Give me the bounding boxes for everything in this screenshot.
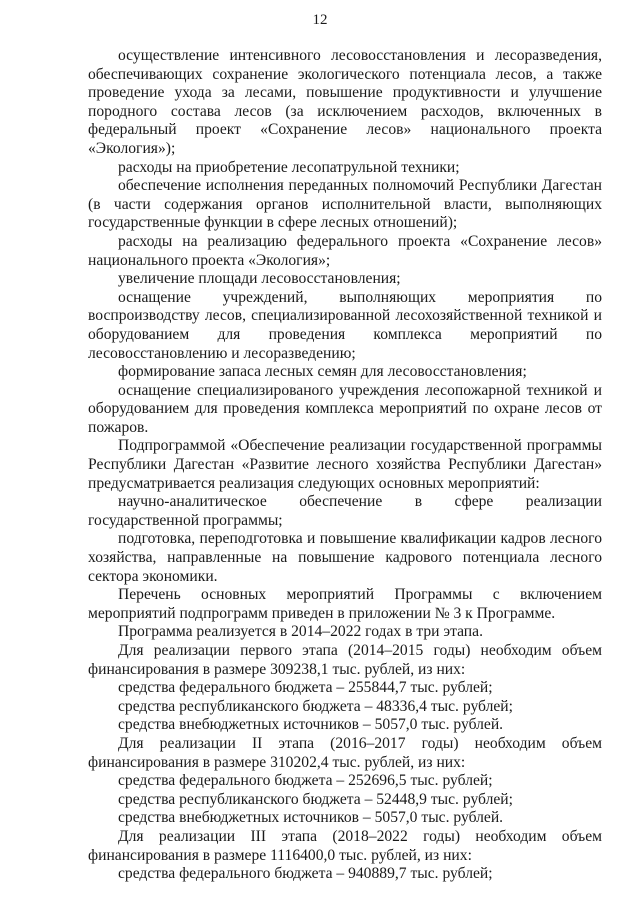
paragraph: Для реализации II этапа (2016–2017 годы) необходим объем финансирования в размере 310202,4 тыс. рублей, из них: [88, 734, 602, 771]
paragraph: оснащение учреждений, выполняющих мероприятия по воспроизводству лесов, специализированной лесохозяйственной техникой и оборудованием для проведения комплекса мероприятий по лесовосстановлению и лесоразведению; [88, 288, 602, 362]
paragraph: увеличение площади лесовосстановления; [118, 270, 401, 288]
document-body [88, 47, 602, 884]
paragraph: осуществление интенсивного лесовосстановления и лесоразведения, обеспечивающих сохранение экологического потенциала лесов, а также проведение ухода за лесами, повышение продуктивности и улучшение породного состава лесов (за исключением расходов, включенных в федеральный проект «Сохранение лесов» национального проекта «Экология»); [88, 47, 602, 157]
paragraph: средства внебюджетных источников – 5057,0 тыс. рублей. [118, 716, 504, 734]
paragraph: расходы на приобретение лесопатрульной техники; [118, 158, 460, 176]
paragraph: обеспечение исполнения переданных полномочий Республики Дагестан (в части содержания органов исполнительной власти, выполняющих государственные функции в сфере лесных отношений); [88, 177, 602, 232]
paragraph: Для реализации III этапа (2018–2022 годы) необходим объем финансирования в размере 1116400,0 тыс. рублей, из них: [88, 827, 602, 864]
paragraph: оснащение специализированого учреждения лесопожарной техникой и оборудованием для проведения комплекса мероприятий по охране лесов от пожаров. [88, 381, 602, 436]
paragraph: формирование запаса лесных семян для лесовосстановления; [118, 363, 527, 381]
page-number: 12 [312, 12, 328, 28]
paragraph: средства федерального бюджета – 940889,7 тыс. рублей; [118, 865, 493, 883]
paragraph: Подпрограммой «Обеспечение реализации государственной программы Республики Дагестан «Развитие лесного хозяйства Республики Дагестан» предусматривается реализация следующих основных мероприятий: [88, 437, 602, 492]
paragraph: Перечень основных мероприятий Программы с включением мероприятий подпрограмм приведен в приложении № 3 к Программе. [88, 586, 602, 622]
paragraph: научно-аналитическое обеспечение в сфере реализации государственной программы; [88, 493, 602, 529]
paragraph: Программа реализуется в 2014–2022 годах в три этапа. [118, 623, 483, 641]
paragraph: расходы на реализацию федерального проекта «Сохранение лесов» национального проекта «Экология»; [88, 232, 602, 269]
paragraph: средства республиканского бюджета – 52448,9 тыс. рублей; [118, 790, 513, 808]
paragraph: средства внебюджетных источников – 5057,0 тыс. рублей. [118, 809, 504, 827]
paragraph: средства федерального бюджета – 255844,7 тыс. рублей; [118, 679, 493, 697]
paragraph: средства федерального бюджета – 252696,5 тыс. рублей; [118, 772, 493, 790]
paragraph: средства республиканского бюджета – 48336,4 тыс. рублей; [118, 697, 513, 715]
paragraph: подготовка, переподготовка и повышение квалификации кадров лесного хозяйства, направленные на повышение кадрового потенциала лесного сектора экономики. [88, 530, 602, 585]
paragraph: Для реализации первого этапа (2014–2015 годы) необходим объем финансирования в размере 309238,1 тыс. рублей, из них: [88, 642, 602, 678]
